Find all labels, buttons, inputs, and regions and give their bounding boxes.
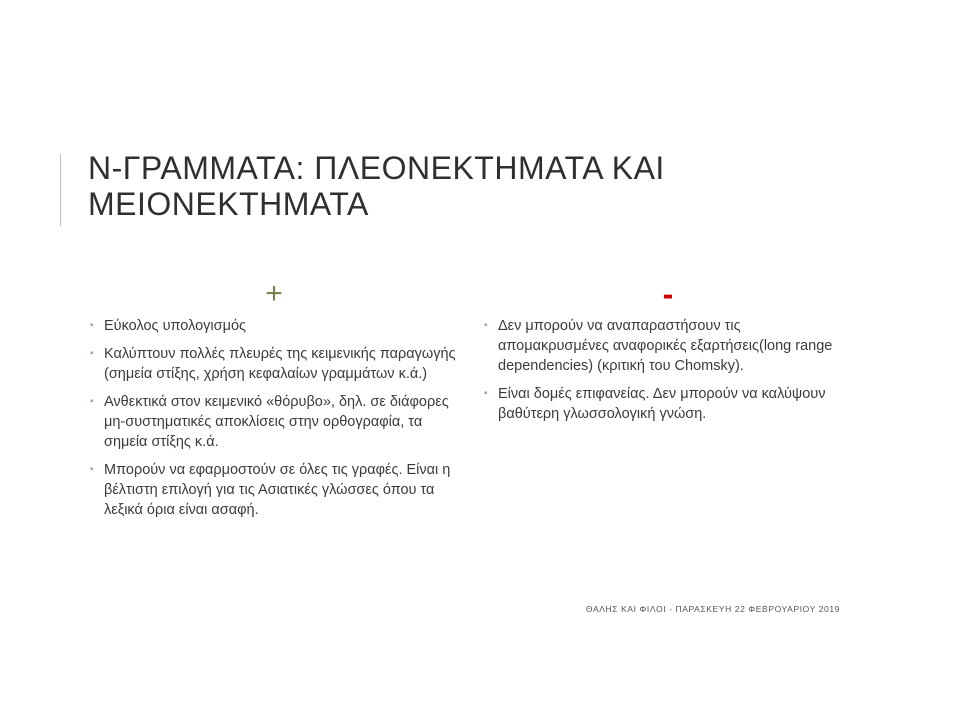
minus-header: - (662, 276, 674, 312)
list-item-text: Καλύπτουν πολλές πλευρές της κειμενικής παραγωγής (σημεία στίξης, χρήση κεφαλαίων γραμμάτων κ.ά.) (104, 346, 456, 382)
list-item (88, 344, 460, 384)
slide-title: N-ΓΡΑΜΜΑΤΑ: ΠΛΕΟΝΕΚΤΗΜΑΤΑ ΚΑΙ ΜΕΙΟΝΕΚΤΗΜΑΤΑ (88, 150, 665, 222)
bullet-icon: ▪ (484, 388, 488, 399)
plus-header: + (265, 277, 283, 310)
advantages-column (88, 276, 460, 528)
bullet-icon: ▪ (90, 320, 94, 331)
title-accent-bar (60, 154, 61, 226)
list-item-text: Ανθεκτικά στον κειμενικό «θόρυβο», δηλ. σε διάφορες μη-συστηματικές αποκλίσεις στην ορθογραφία, τα σημεία στίξης κ.ά. (104, 394, 449, 450)
bullet-icon: ▪ (90, 464, 94, 475)
list-item (482, 316, 854, 376)
advantages-list (88, 316, 460, 520)
list-item-text: Δεν μπορούν να αναπαραστήσουν τις απομακρυσμένες αναφορικές εξαρτήσεις(long range dependencies) (κριτική του Chomsky). (498, 318, 833, 374)
bullet-icon: ▪ (484, 320, 488, 331)
disadvantages-column (482, 276, 854, 432)
list-item (482, 384, 854, 424)
bullet-icon: ▪ (90, 396, 94, 407)
disadvantages-list (482, 316, 854, 424)
list-item (88, 460, 460, 520)
list-item-text: Μπορούν να εφαρμοστούν σε όλες τις γραφές. Είναι η βέλτιστη επιλογή για τις Ασιατικές γλώσσες όπου τα λεξικά όρια είναι ασαφή. (104, 462, 451, 518)
slide-footer: ΘΑΛΗΣ ΚΑΙ ΦΙΛΟΙ - ΠΑΡΑΣΚΕΥΗ 22 ΦΕΒΡΟΥΑΡΙΟΥ 2019 (585, 604, 840, 614)
list-item-text: Εύκολος υπολογισμός (104, 318, 247, 334)
list-item-text: Είναι δομές επιφανείας. Δεν μπορούν να καλύψουν βαθύτερη γλωσσολογική γνώση. (498, 386, 826, 422)
bullet-icon: ▪ (90, 348, 94, 359)
list-item (88, 392, 460, 452)
list-item (88, 316, 460, 336)
